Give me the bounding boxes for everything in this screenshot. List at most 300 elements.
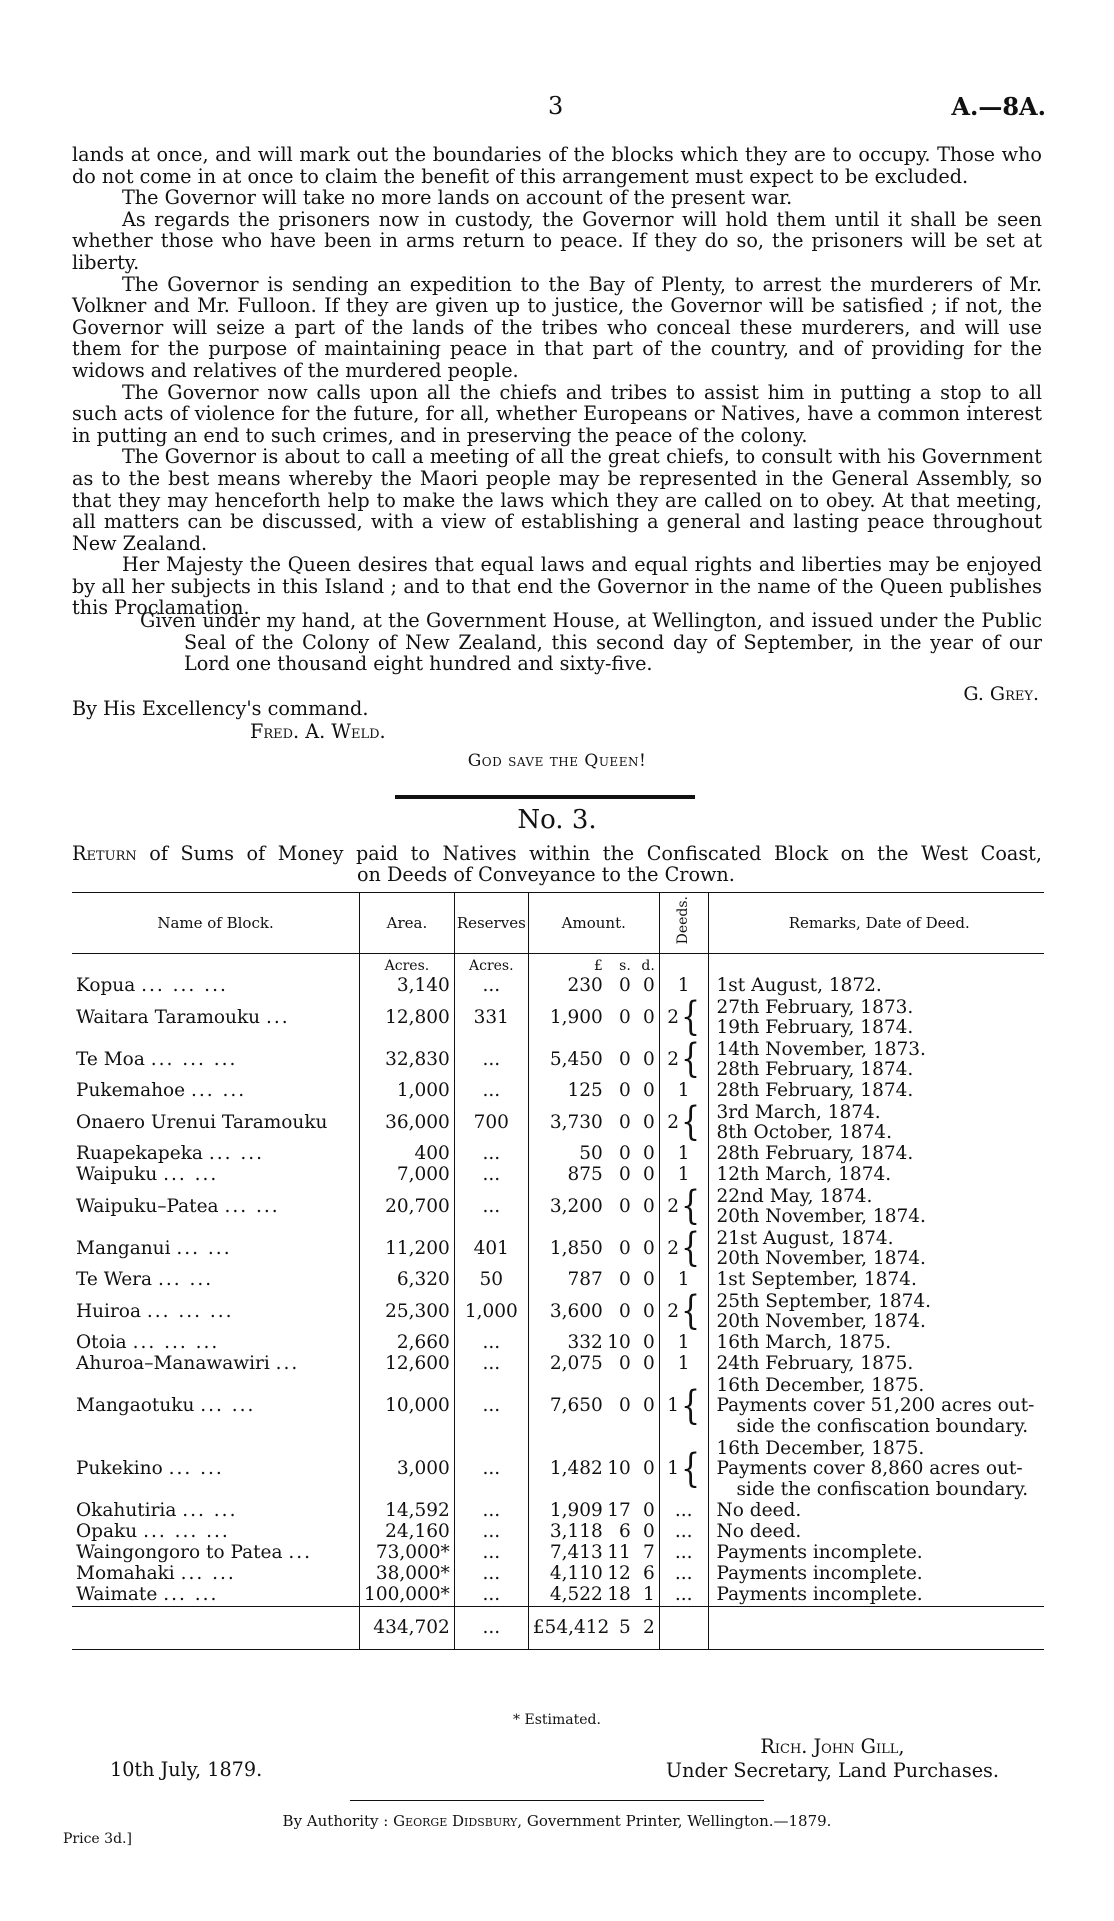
remarks-cell <box>708 1543 1044 1564</box>
block-name-cell <box>72 1522 360 1543</box>
deeds-count: 1 <box>677 1143 690 1165</box>
remark-line: Payments incomplete. <box>716 1542 923 1564</box>
amount-pence: 0 <box>643 1143 655 1165</box>
remarks-cell <box>708 1186 1044 1228</box>
block-name-cell <box>72 1291 360 1333</box>
column-header-remarks: Remarks, Date of Deed. <box>708 893 1044 954</box>
block-name: Huiroa <box>76 1300 141 1322</box>
remarks-cell <box>708 976 1044 997</box>
block-name-cell <box>72 1543 360 1564</box>
brace-glyph: { <box>681 1446 701 1492</box>
deeds-cell <box>659 1288 708 1335</box>
deeds-count: ... <box>674 1500 693 1522</box>
amount-shillings: 10 <box>607 1332 631 1354</box>
column-header-reserves: Reserves <box>454 893 528 954</box>
block-name: Otoia <box>76 1332 127 1354</box>
amount-pounds: 875 <box>567 1164 603 1186</box>
leader-dots: ... ... <box>163 1584 219 1606</box>
amount-pence: 0 <box>643 1332 655 1354</box>
block-name: Ahuroa–Manawawiri <box>76 1353 270 1375</box>
amount-shillings: 6 <box>619 1521 631 1543</box>
block-name: Okahutiria <box>76 1500 177 1522</box>
remarks-cell <box>708 1522 1044 1543</box>
leader-dots: ... ... ... <box>150 1048 238 1070</box>
deeds-count: 1 <box>677 1080 690 1102</box>
secretary-name: Fred. A. Weld. <box>250 720 386 743</box>
reserves-cell: ... <box>454 1543 528 1564</box>
remark-line: 28th February, 1874. <box>716 1143 914 1165</box>
leader-dots: ... ... <box>191 1080 247 1102</box>
block-name-cell <box>72 1354 360 1375</box>
remark-line: 28th February, 1874. <box>716 1059 914 1080</box>
total-shillings: 5 <box>619 1616 631 1638</box>
leader-dots: ... ... <box>200 1395 256 1417</box>
total-pounds: £54,412 <box>532 1616 610 1638</box>
table-row <box>72 1039 1044 1081</box>
deeds-cell <box>659 1036 708 1083</box>
area-cell: 12,800 <box>360 997 455 1039</box>
reserves-cell: ... <box>454 1522 528 1543</box>
leader-dots: ... <box>275 1353 300 1375</box>
total-row <box>72 1607 1044 1650</box>
amount-pounds: 2,075 <box>549 1353 603 1375</box>
deeds-cell <box>659 1099 708 1146</box>
amount-cell <box>528 1501 659 1522</box>
deeds-cell <box>659 1438 708 1501</box>
paragraph: lands at once, and will mark out the boundaries of the blocks which they are to occupy. Those who do not come in at once to claim the benefit of this arrangement must expect to be excluded. <box>72 143 1042 188</box>
remark-line: 1st August, 1872. <box>716 975 882 997</box>
block-name-cell <box>72 1228 360 1270</box>
leader-dots: ... <box>288 1542 313 1564</box>
amount-cell <box>528 1165 659 1186</box>
reserves-cell: 401 <box>454 1228 528 1270</box>
block-name: Waipuku <box>76 1164 158 1186</box>
amount-pence: 0 <box>643 1353 655 1375</box>
reserves-cell: 1,000 <box>454 1291 528 1333</box>
area-cell: 14,592 <box>360 1501 455 1522</box>
deeds-count: ... <box>674 1584 693 1606</box>
table-header-row <box>72 893 1044 954</box>
amount-pounds: 7,650 <box>549 1395 603 1417</box>
table-row <box>72 1543 1044 1564</box>
leader-dots: ... ... ... <box>141 975 228 997</box>
amount-pence: 0 <box>643 975 655 997</box>
amount-pence: 0 <box>643 1006 655 1028</box>
remark-line: Payments incomplete. <box>716 1563 923 1585</box>
block-name-cell <box>72 1375 360 1438</box>
brace-glyph: { <box>681 1383 701 1429</box>
amount-shillings: 0 <box>619 1164 631 1186</box>
remark-line: Payments cover 8,860 acres out- <box>716 1458 1023 1480</box>
amount-shillings: 0 <box>619 1006 631 1028</box>
amount-pounds: 1,900 <box>549 1006 603 1028</box>
units-reserves: Acres. <box>454 954 528 977</box>
area-cell: 2,660 <box>360 1333 455 1354</box>
block-name-cell <box>72 997 360 1039</box>
amount-pence: 0 <box>643 1458 655 1480</box>
footer-divider <box>350 1800 764 1801</box>
remarks-cell <box>708 997 1044 1039</box>
amount-pounds: 125 <box>567 1080 603 1102</box>
printer-name: George Didsbury, <box>393 1812 523 1830</box>
reserves-cell: ... <box>454 1144 528 1165</box>
table-row <box>72 1144 1044 1165</box>
table-row <box>72 1375 1044 1438</box>
amount-pence: 1 <box>643 1584 655 1606</box>
amount-cell <box>528 1102 659 1144</box>
leader-dots: ... ... <box>168 1458 224 1480</box>
table-row <box>72 976 1044 997</box>
block-name-cell <box>72 1165 360 1186</box>
units-area: Acres. <box>360 954 455 977</box>
block-name-cell <box>72 1501 360 1522</box>
remarks-cell <box>708 1081 1044 1102</box>
brace-glyph: { <box>681 1225 701 1272</box>
paragraph: As regards the prisoners now in custody, the Governor will hold them until it shall be seen whether those who have been in arms return to peace. If they do so, the prisoners will be set at liberty. <box>72 207 1042 274</box>
reserves-cell: 331 <box>454 997 528 1039</box>
official-name: Rich. John Gill, <box>760 1735 905 1758</box>
footnote: * Estimated. <box>513 1712 601 1728</box>
paragraph: Her Majesty the Queen desires that equal laws and equal rights and liberties may be enjoyed by all her subjects in this Island ; and to that end the Governor in the name of the Queen publishes this Proclamation. <box>72 553 1042 620</box>
units-pence: d. <box>641 957 655 974</box>
remark-line: side the confiscation boundary. <box>736 1478 1029 1500</box>
paragraph: The Governor is about to call a meeting of all the great chiefs, to consult with his Government as to the best means whereby the Maori people may be represented in the General Assembly, so that they may henceforth help to make the laws which they are called on to obey. At that meeting, all matters can be discussed, with a view of establishing a general and lasting peace throughout New Zealand. <box>72 445 1042 555</box>
block-name: Waitara Taramouku <box>76 1006 261 1028</box>
units-pounds: £ <box>593 957 603 974</box>
remark-line: 28th February, 1874. <box>716 1080 914 1102</box>
amount-cell <box>528 997 659 1039</box>
table-row <box>72 997 1044 1039</box>
remark-line: Payments incomplete. <box>716 1584 923 1606</box>
official-title: Under Secretary, Land Purchases. <box>665 1759 999 1782</box>
block-name-cell <box>72 1144 360 1165</box>
brace-glyph: { <box>681 1099 701 1146</box>
block-name: Pukemahoe <box>76 1080 186 1102</box>
amount-cell <box>528 1564 659 1585</box>
reserves-cell: ... <box>454 1081 528 1102</box>
remarks-cell <box>708 1144 1044 1165</box>
block-name: Manganui <box>76 1237 171 1259</box>
area-cell: 73,000* <box>360 1543 455 1564</box>
area-cell: 12,600 <box>360 1354 455 1375</box>
reserves-cell: ... <box>454 1375 528 1438</box>
remark-line: 20th November, 1874. <box>716 1248 926 1269</box>
amount-cell <box>528 1270 659 1291</box>
units-amount <box>528 954 659 977</box>
leader-dots: ... ... <box>180 1563 236 1585</box>
area-cell: 400 <box>360 1144 455 1165</box>
area-cell: 11,200 <box>360 1228 455 1270</box>
amount-shillings: 0 <box>619 1048 631 1070</box>
table-row <box>72 1585 1044 1607</box>
return-title-caps: Return <box>72 842 137 865</box>
return-table <box>72 892 1044 1650</box>
leader-dots: ... ... <box>224 1195 280 1217</box>
amount-pounds: 4,110 <box>549 1563 603 1585</box>
area-cell: 1,000 <box>360 1081 455 1102</box>
brace-glyph: { <box>681 1036 701 1083</box>
remarks-cell <box>708 1228 1044 1270</box>
amount-pence: 0 <box>643 1195 655 1217</box>
remark-line: 14th November, 1873. <box>716 1038 926 1060</box>
total-reserves: ... <box>454 1607 528 1650</box>
units-cell <box>708 954 1044 977</box>
remarks-cell <box>708 1501 1044 1522</box>
amount-pence: 0 <box>643 1500 655 1522</box>
reserves-cell: ... <box>454 1501 528 1522</box>
deeds-header-text: Deeds. <box>675 896 692 945</box>
amount-pence: 6 <box>643 1563 655 1585</box>
remark-line: 16th March, 1875. <box>716 1332 892 1354</box>
deeds-count: 2 <box>667 1195 679 1217</box>
deeds-count: ... <box>674 1542 693 1564</box>
deeds-count: 2 <box>667 1300 679 1322</box>
leader-dots: ... ... <box>157 1269 214 1291</box>
price-label: Price 3d.] <box>63 1831 132 1847</box>
amount-shillings: 18 <box>607 1584 631 1606</box>
amount-shillings: 0 <box>619 1237 631 1259</box>
reserves-cell: ... <box>454 1585 528 1607</box>
amount-cell <box>528 1039 659 1081</box>
printer-authority <box>0 1812 1114 1830</box>
area-cell: 25,300 <box>360 1291 455 1333</box>
units-cell <box>659 954 708 977</box>
block-name-cell <box>72 1102 360 1144</box>
amount-pence: 0 <box>643 1111 655 1133</box>
return-title-line1 <box>72 843 1042 864</box>
page-number: 3 <box>548 92 564 120</box>
amount-pence: 0 <box>643 1395 655 1417</box>
amount-pence: 7 <box>643 1542 655 1564</box>
remarks-cell <box>708 1333 1044 1354</box>
remark-line: Payments cover 51,200 acres out- <box>716 1395 1035 1417</box>
area-cell: 10,000 <box>360 1375 455 1438</box>
column-header-area: Area. <box>360 893 455 954</box>
paragraph: The Governor is sending an expedition to the Bay of Plenty, to arrest the murderers of Mr. Volkner and Mr. Fulloon. If they are given up to justice, the Governor will be satisfied ; if not, the Governor will seize a part of the lands of the tribes who conceal these murderers, and will use them for the purpose of maintaining peace in that part of the country, and of providing for the widows and relatives of the murdered people. <box>72 272 1042 382</box>
remarks-cell <box>708 1165 1044 1186</box>
table-row <box>72 1522 1044 1543</box>
block-name: Te Moa <box>76 1048 145 1070</box>
governor-signature: G. Grey. <box>963 683 1039 705</box>
printer-details: Government Printer, Wellington.—1879. <box>526 1812 832 1830</box>
amount-pounds: 1,850 <box>549 1237 603 1259</box>
amount-shillings: 0 <box>619 1353 631 1375</box>
table-row <box>72 1354 1044 1375</box>
amount-shillings: 17 <box>607 1500 631 1522</box>
units-shillings: s. <box>619 957 631 974</box>
deeds-cell <box>659 1183 708 1230</box>
column-header-deeds <box>659 893 708 954</box>
deeds-count: 2 <box>667 1006 679 1028</box>
reserves-cell: ... <box>454 1438 528 1501</box>
reserves-cell: ... <box>454 1165 528 1186</box>
leader-dots: ... ... <box>163 1164 219 1186</box>
remark-line: 24th February, 1875. <box>716 1353 914 1375</box>
leader-dots: ... ... ... <box>146 1300 234 1322</box>
god-save-the-queen: God save the Queen! <box>467 751 647 771</box>
remark-line: 22nd May, 1874. <box>716 1185 873 1207</box>
deeds-count: 2 <box>667 1111 679 1133</box>
column-header-name: Name of Block. <box>72 893 360 954</box>
block-name-cell <box>72 1564 360 1585</box>
remark-line: 27th February, 1873. <box>716 996 914 1018</box>
amount-cell <box>528 1291 659 1333</box>
total-remarks <box>708 1607 1044 1650</box>
remark-line: 16th December, 1875. <box>716 1374 925 1396</box>
deeds-count: 2 <box>667 1237 679 1259</box>
block-name: Momahaki <box>76 1563 175 1585</box>
amount-pounds: 5,450 <box>549 1048 603 1070</box>
table-row <box>72 1081 1044 1102</box>
column-header-amount: Amount. <box>528 893 659 954</box>
amount-shillings: 0 <box>619 1300 631 1322</box>
return-title-text: of Sums of Money paid to Natives within the Confiscated Block on the West Coast, <box>149 842 1042 865</box>
amount-pounds: 7,413 <box>549 1542 603 1564</box>
proclamation-body <box>72 144 1042 619</box>
amount-pence: 0 <box>643 1048 655 1070</box>
amount-pence: 0 <box>643 1080 655 1102</box>
amount-cell <box>528 1081 659 1102</box>
given-text: Given under my hand, at the Government House, at Wellington, and issued under the Public Seal of the Colony of New Zealand, this second day of September, in the year of our Lord one thousand eight hundred and sixty-five. <box>140 609 1042 676</box>
amount-pounds: 787 <box>567 1269 603 1291</box>
area-cell: 100,000* <box>360 1585 455 1607</box>
area-cell: 32,830 <box>360 1039 455 1081</box>
amount-shillings: 0 <box>619 1269 631 1291</box>
given-clause <box>72 610 1042 675</box>
remarks-cell <box>708 1102 1044 1144</box>
amount-pounds: 50 <box>579 1143 603 1165</box>
table-row <box>72 1102 1044 1144</box>
remarks-cell <box>708 1375 1044 1438</box>
remarks-cell <box>708 1270 1044 1291</box>
amount-shillings: 11 <box>607 1542 631 1564</box>
block-name: Opaku <box>76 1521 138 1543</box>
amount-pounds: 332 <box>567 1332 603 1354</box>
brace-glyph: { <box>681 994 701 1041</box>
amount-shillings: 0 <box>619 1080 631 1102</box>
reserves-cell: ... <box>454 1333 528 1354</box>
block-name: Waimate <box>76 1584 158 1606</box>
total-amount <box>528 1607 659 1650</box>
amount-cell <box>528 1144 659 1165</box>
deeds-count: ... <box>674 1521 693 1543</box>
deeds-cell <box>659 1501 708 1522</box>
reserves-cell: 50 <box>454 1270 528 1291</box>
table-row <box>72 1501 1044 1522</box>
remarks-cell <box>708 1585 1044 1607</box>
deeds-count: ... <box>674 1563 693 1585</box>
remarks-cell <box>708 1291 1044 1333</box>
block-name-cell <box>72 1081 360 1102</box>
section-divider <box>395 795 695 799</box>
table-row <box>72 1291 1044 1333</box>
amount-pence: 0 <box>643 1269 655 1291</box>
area-cell: 6,320 <box>360 1270 455 1291</box>
amount-pounds: 3,600 <box>549 1300 603 1322</box>
deeds-count: 1 <box>667 1395 679 1417</box>
deeds-cell <box>659 994 708 1041</box>
deeds-cell <box>659 1522 708 1543</box>
table-row <box>72 1333 1044 1354</box>
amount-shillings: 12 <box>607 1563 631 1585</box>
block-name: Te Wera <box>76 1269 153 1291</box>
command-block <box>72 697 386 743</box>
amount-pence: 0 <box>643 1237 655 1259</box>
return-number: No. 3. <box>517 805 597 835</box>
leader-dots: ... ... <box>176 1237 232 1259</box>
amount-pounds: 3,118 <box>549 1521 603 1543</box>
remark-line: 3rd March, 1874. <box>716 1101 881 1123</box>
reserves-cell: ... <box>454 1039 528 1081</box>
leader-dots: ... <box>266 1006 290 1028</box>
remarks-cell <box>708 1354 1044 1375</box>
paragraph: The Governor will take no more lands on account of the present war. <box>122 186 793 210</box>
block-name: Onaero Urenui Taramouku <box>76 1111 328 1133</box>
block-name: Waipuku–Patea <box>76 1195 219 1217</box>
remark-line: 19th February, 1874. <box>716 1017 914 1038</box>
block-name: Kopua <box>76 975 136 997</box>
amount-shillings: 10 <box>607 1458 631 1480</box>
reserves-cell: ... <box>454 976 528 997</box>
block-name: Pukekino <box>76 1458 163 1480</box>
amount-pounds: 1,482 <box>549 1458 603 1480</box>
units-cell <box>72 954 360 977</box>
block-name-cell <box>72 1438 360 1501</box>
deeds-cell <box>659 1333 708 1354</box>
table-row <box>72 1165 1044 1186</box>
remark-line: 1st September, 1874. <box>716 1269 917 1291</box>
remark-line: 20th November, 1874. <box>716 1311 926 1332</box>
area-cell: 36,000 <box>360 1102 455 1144</box>
amount-cell <box>528 1228 659 1270</box>
amount-pounds: 4,522 <box>549 1584 603 1606</box>
block-name-cell <box>72 1270 360 1291</box>
area-cell: 3,140 <box>360 976 455 997</box>
deeds-cell <box>659 1354 708 1375</box>
deeds-count: 1 <box>677 1164 690 1186</box>
return-title <box>72 843 1042 885</box>
remark-line: No deed. <box>716 1500 802 1522</box>
total-area: 434,702 <box>360 1607 455 1650</box>
amount-pounds: 3,730 <box>549 1111 603 1133</box>
deeds-cell <box>659 1144 708 1165</box>
block-name-cell <box>72 1333 360 1354</box>
table-row <box>72 1228 1044 1270</box>
authority-prefix: By Authority : <box>282 1812 389 1830</box>
deeds-cell <box>659 1225 708 1272</box>
remarks-cell <box>708 1039 1044 1081</box>
reserves-cell: ... <box>454 1354 528 1375</box>
amount-shillings: 0 <box>619 1143 631 1165</box>
area-cell: 24,160 <box>360 1522 455 1543</box>
amount-cell <box>528 1354 659 1375</box>
amount-cell <box>528 1186 659 1228</box>
table-row <box>72 1186 1044 1228</box>
return-title-line2: on Deeds of Conveyance to the Crown. <box>357 863 735 886</box>
amount-cell <box>528 1585 659 1607</box>
table-body <box>72 954 1044 1650</box>
deeds-cell <box>659 1543 708 1564</box>
remarks-cell <box>708 1438 1044 1501</box>
block-name: Ruapekapeka <box>76 1143 203 1165</box>
block-name-cell <box>72 1585 360 1607</box>
amount-cell <box>528 1543 659 1564</box>
deeds-count: 1 <box>667 1458 679 1480</box>
return-date: 10th July, 1879. <box>110 1758 263 1781</box>
reserves-cell: 700 <box>454 1102 528 1144</box>
area-cell: 3,000 <box>360 1438 455 1501</box>
document-reference: A.—8A. <box>951 92 1046 121</box>
